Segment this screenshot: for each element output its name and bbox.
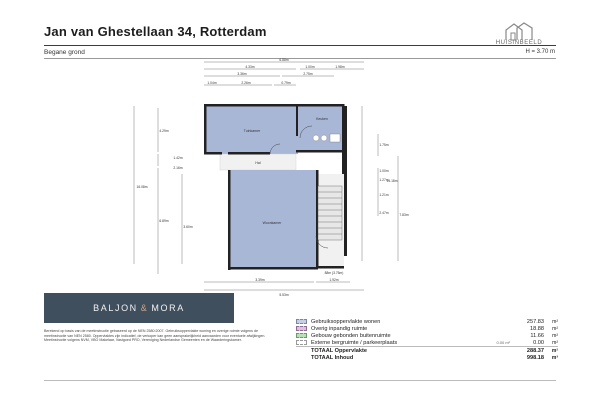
legend-swatch [296,340,307,345]
legend-row [296,325,558,332]
legend-extra: 0.00 m² [496,340,510,345]
total-area-unit: m² [551,347,558,354]
dimension-label: 1.00m [379,169,389,173]
dimension-label: 4.33m [245,65,255,69]
dimension-label: 4.29m [159,129,169,133]
legend-unit: m² [552,332,558,339]
dimension-label: 2.47m [379,211,389,215]
dimension-label: 3.39m [255,278,265,282]
dimension-label: 1.98m [335,65,345,69]
legend-total-area [296,346,558,354]
dimension-label: 7.83m [399,213,409,217]
dimension-label: 16.08m [136,185,148,189]
legend-unit: m² [552,339,558,346]
dimension-label: 14.18m [386,179,398,183]
brand-name: HUISINBEELD [495,40,543,46]
dimension-label: 1.27m [379,178,389,182]
dimension-label: 6.89m [159,219,169,223]
area-legend [296,318,558,361]
legend-value: 0.00 [533,339,544,346]
company-name-right: MORA [151,303,185,313]
ceiling-height: H = 3.70 m [525,49,555,55]
legend-label: Gebouw gebonden buitenruimte [311,332,391,339]
dimension-label: 1.04m [207,81,217,85]
dimension-label: 1.42m [173,156,183,160]
dimension-label: 3.60m [183,225,193,229]
total-volume-label: TOTAAL Inhoud [311,354,354,361]
legend-label: Gebruiksoppervlakte wonen [311,318,381,325]
dimension-label: 6.88m [279,58,289,62]
legend-label: Externe bergruimte / parkeerplaats [311,339,398,346]
disclaimer-text: Berekend op basis van de meetinstructie gebaseerd op de NEN 2580:2007. Gebruiksoppervlakte woning en overige ruimte volgens de meetinstructie van NEN 2580. Oppervlaktes zijn indicatief, de verkoper kan geen aansprakelijkheid aanvaarden voor eventuele afwijkingen. Meetinstructie volgens NVM, VBO Makelaar, Vastgoed PRO, Vereniging Nederlandse Gemeenten en de Waarderingskamer. [44,329,266,343]
legend-value: 257.83 [526,318,544,325]
company-logo [44,293,234,323]
dimension-label: 1.92m [329,278,339,282]
legend-swatch [296,333,307,338]
page-title: Jan van Ghestellaan 34, Rotterdam [44,24,267,39]
total-volume-value: 998.18 [526,354,544,361]
dimension-label: 5.53m [279,293,289,297]
dimension-label: 1.21m [379,193,389,197]
floor-label: Begane grond [44,49,85,56]
company-name-left: BALJON [93,303,138,313]
dimension-label: 2.26m [241,81,251,85]
legend-row [296,318,558,325]
legend-unit: m² [552,325,558,332]
legend-value: 11.66 [530,332,544,339]
total-area-label: TOTAAL Oppervlakte [311,347,367,354]
dimension-label: 0.79m [281,81,291,85]
dimension-label: 2.16m [173,166,183,170]
legend-total-volume [296,354,558,361]
legend-row [296,339,558,346]
company-ampersand: & [140,303,149,313]
legend-unit: m² [552,318,558,325]
dimension-label: 3.36m [237,72,247,76]
dimension-label: 88m (3.75m) [324,271,344,275]
legend-swatch [296,319,307,324]
room-label: Keuken [316,117,328,121]
legend-label: Overig inpandig ruimte [311,325,368,332]
room-label: Tuinkamer [243,129,261,133]
room-label: Hal [255,161,261,165]
legend-row [296,332,558,339]
total-volume-unit: m³ [551,354,558,361]
dimension-label: 1.75m [379,143,389,147]
legend-swatch [296,326,307,331]
legend-value: 18.88 [530,325,544,332]
room-label: Woonkamer [262,221,282,225]
dimension-label: 1.00m [305,65,315,69]
total-area-value: 288.37 [526,347,544,354]
floor-plan [120,56,420,301]
footer-divider [44,380,556,381]
header-divider [44,45,556,46]
dimension-label: 2.75m [303,72,313,76]
